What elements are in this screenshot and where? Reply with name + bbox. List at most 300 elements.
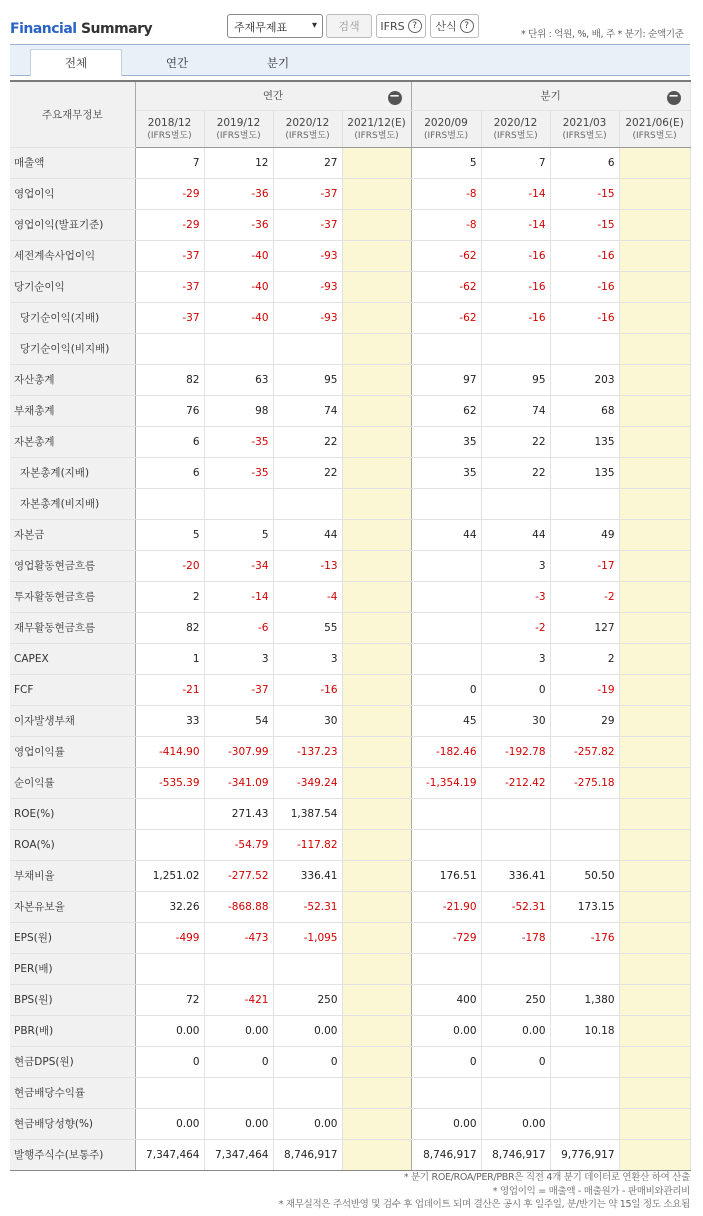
estimate-cell <box>619 488 690 519</box>
value-cell: 7,347,464 <box>204 1139 273 1170</box>
value-cell <box>550 333 619 364</box>
column-period: 2020/09 <box>424 116 468 129</box>
value-cell: -499 <box>135 922 204 953</box>
value-cell <box>204 1077 273 1108</box>
summary-header <box>0 0 703 44</box>
value-cell: -176 <box>550 922 619 953</box>
value-cell: 7,347,464 <box>135 1139 204 1170</box>
row-label: 현금배당수익률 <box>10 1077 135 1108</box>
value-cell: -37 <box>135 240 204 271</box>
table-row <box>10 1046 690 1077</box>
value-cell: -93 <box>273 302 342 333</box>
collapse-annual-icon[interactable]: − <box>389 89 400 104</box>
estimate-cell <box>619 736 690 767</box>
table-row <box>10 829 690 860</box>
row-label: 매출액 <box>10 147 135 178</box>
value-cell: -16 <box>550 302 619 333</box>
table-row <box>10 395 690 426</box>
value-cell: 35 <box>411 426 481 457</box>
estimate-cell <box>342 767 411 798</box>
value-cell: -35 <box>204 426 273 457</box>
value-cell: -2 <box>550 581 619 612</box>
value-cell: 5 <box>411 147 481 178</box>
value-cell: 44 <box>481 519 550 550</box>
footnote: * 재무실적은 주석반영 및 검수 후 업데이트 되며 결산은 공시 후 일주일, 분/반기는 약 15일 정도 소요됨 <box>278 1199 690 1210</box>
value-cell: 0 <box>481 1046 550 1077</box>
value-cell: 72 <box>135 984 204 1015</box>
estimate-cell <box>619 240 690 271</box>
value-cell: 8,746,917 <box>273 1139 342 1170</box>
estimate-cell <box>342 643 411 674</box>
value-cell: -1,354.19 <box>411 767 481 798</box>
value-cell: -341.09 <box>204 767 273 798</box>
value-cell: 98 <box>204 395 273 426</box>
value-cell: 6 <box>135 457 204 488</box>
value-cell <box>481 488 550 519</box>
estimate-cell <box>342 798 411 829</box>
value-cell: -37 <box>204 674 273 705</box>
value-cell: 135 <box>550 457 619 488</box>
value-cell: 135 <box>550 426 619 457</box>
estimate-cell <box>619 953 690 984</box>
estimate-cell <box>619 209 690 240</box>
row-label: 투자활동현금흐름 <box>10 581 135 612</box>
table-row <box>10 922 690 953</box>
value-cell <box>411 612 481 643</box>
column-period: 2018/12 <box>147 116 192 129</box>
estimate-cell <box>619 922 690 953</box>
table-row <box>10 302 690 333</box>
value-cell: -20 <box>135 550 204 581</box>
period-tabs <box>10 44 690 76</box>
value-cell: 8,746,917 <box>481 1139 550 1170</box>
value-cell <box>273 953 342 984</box>
value-cell: 44 <box>273 519 342 550</box>
column-period: 2021/06(E) <box>625 116 684 129</box>
row-label: 세전계속사업이익 <box>10 240 135 271</box>
column-header <box>204 110 273 147</box>
value-cell: -62 <box>411 271 481 302</box>
table-row <box>10 767 690 798</box>
column-basis: (IFRS별도) <box>216 130 261 141</box>
estimate-cell <box>619 426 690 457</box>
chevron-down-icon: ▾ <box>311 20 317 31</box>
statement-type-value: 주재무제표 <box>234 21 288 34</box>
value-cell: 6 <box>550 147 619 178</box>
value-cell: 0.00 <box>273 1015 342 1046</box>
row-label: 영업이익(발표기준) <box>10 209 135 240</box>
value-cell: -182.46 <box>411 736 481 767</box>
value-cell: 32.26 <box>135 891 204 922</box>
estimate-cell <box>342 178 411 209</box>
estimate-cell <box>619 829 690 860</box>
value-cell: -15 <box>550 209 619 240</box>
estimate-cell <box>619 1139 690 1170</box>
estimate-cell <box>342 333 411 364</box>
value-cell: -19 <box>550 674 619 705</box>
value-cell: 0.00 <box>411 1015 481 1046</box>
estimate-cell <box>619 519 690 550</box>
value-cell: 44 <box>411 519 481 550</box>
value-cell: -29 <box>135 178 204 209</box>
value-cell: 68 <box>550 395 619 426</box>
row-label: 자본총계(비지배) <box>10 488 135 519</box>
estimate-cell <box>342 240 411 271</box>
value-cell: -16 <box>481 240 550 271</box>
value-cell: -17 <box>550 550 619 581</box>
value-cell: -117.82 <box>273 829 342 860</box>
estimate-cell <box>619 178 690 209</box>
value-cell <box>550 953 619 984</box>
row-label: 부채총계 <box>10 395 135 426</box>
value-cell: -29 <box>135 209 204 240</box>
value-cell <box>481 333 550 364</box>
column-basis: (IFRS별도) <box>354 130 399 141</box>
estimate-cell <box>342 395 411 426</box>
row-label: 자본총계(지배) <box>10 457 135 488</box>
row-label: ROA(%) <box>10 829 135 860</box>
value-cell: 400 <box>411 984 481 1015</box>
value-cell: 0 <box>204 1046 273 1077</box>
estimate-cell <box>342 984 411 1015</box>
column-header <box>619 110 690 147</box>
table-row <box>10 798 690 829</box>
row-label: 부채비율 <box>10 860 135 891</box>
value-cell <box>135 1077 204 1108</box>
quarterly-group-header <box>411 81 690 110</box>
value-cell: -21 <box>135 674 204 705</box>
row-label: 당기순이익(비지배) <box>10 333 135 364</box>
value-cell: -14 <box>481 178 550 209</box>
value-cell <box>411 581 481 612</box>
value-cell: -37 <box>273 178 342 209</box>
row-label: 영업이익 <box>10 178 135 209</box>
table-row <box>10 1139 690 1170</box>
value-cell <box>204 333 273 364</box>
table-row <box>10 519 690 550</box>
table-row <box>10 426 690 457</box>
estimate-cell <box>342 953 411 984</box>
value-cell: -868.88 <box>204 891 273 922</box>
value-cell <box>411 829 481 860</box>
value-cell <box>481 798 550 829</box>
table-row <box>10 147 690 178</box>
value-cell: -8 <box>411 209 481 240</box>
value-cell: -137.23 <box>273 736 342 767</box>
estimate-cell <box>619 860 690 891</box>
value-cell: -14 <box>204 581 273 612</box>
value-cell: 7 <box>135 147 204 178</box>
value-cell: -34 <box>204 550 273 581</box>
page-title-summary: Summary <box>80 21 153 37</box>
estimate-cell <box>342 271 411 302</box>
estimate-cell <box>619 705 690 736</box>
value-cell <box>550 1108 619 1139</box>
table-row <box>10 860 690 891</box>
value-cell <box>135 829 204 860</box>
value-cell: -16 <box>550 240 619 271</box>
table-row <box>10 178 690 209</box>
value-cell: 97 <box>411 364 481 395</box>
estimate-cell <box>619 364 690 395</box>
estimate-cell <box>619 333 690 364</box>
value-cell <box>550 1046 619 1077</box>
value-cell <box>411 333 481 364</box>
table-row <box>10 550 690 581</box>
estimate-cell <box>342 674 411 705</box>
value-cell: -1,095 <box>273 922 342 953</box>
tab-all[interactable]: 전체 <box>30 49 122 76</box>
value-cell: 63 <box>204 364 273 395</box>
value-cell <box>411 953 481 984</box>
estimate-cell <box>619 612 690 643</box>
estimate-cell <box>342 829 411 860</box>
value-cell: 5 <box>135 519 204 550</box>
estimate-cell <box>619 1108 690 1139</box>
value-cell: -212.42 <box>481 767 550 798</box>
value-cell: 22 <box>273 457 342 488</box>
value-cell: -729 <box>411 922 481 953</box>
tab-annual[interactable]: 연간 <box>165 55 189 70</box>
search-button[interactable]: 검색 <box>326 14 372 38</box>
value-cell: 0 <box>411 674 481 705</box>
value-cell: 12 <box>204 147 273 178</box>
value-cell: 7 <box>481 147 550 178</box>
value-cell: 3 <box>481 643 550 674</box>
value-cell: 55 <box>273 612 342 643</box>
row-label: FCF <box>10 674 135 705</box>
value-cell: -40 <box>204 271 273 302</box>
estimate-cell <box>619 395 690 426</box>
estimate-cell <box>342 612 411 643</box>
value-cell: 203 <box>550 364 619 395</box>
estimate-cell <box>342 705 411 736</box>
column-header <box>481 110 550 147</box>
value-cell <box>550 488 619 519</box>
value-cell: -15 <box>550 178 619 209</box>
value-cell: 127 <box>550 612 619 643</box>
table-row <box>10 612 690 643</box>
value-cell: 95 <box>481 364 550 395</box>
estimate-cell <box>619 271 690 302</box>
question-icon: ? <box>408 19 422 33</box>
column-period: 2021/03 <box>562 116 607 129</box>
value-cell: 0.00 <box>273 1108 342 1139</box>
value-cell <box>411 488 481 519</box>
value-cell: -93 <box>273 271 342 302</box>
row-label: PBR(배) <box>10 1015 135 1046</box>
value-cell: 3 <box>204 643 273 674</box>
value-cell: 29 <box>550 705 619 736</box>
value-cell <box>550 829 619 860</box>
estimate-cell <box>342 209 411 240</box>
value-cell <box>550 798 619 829</box>
value-cell: 6 <box>135 426 204 457</box>
value-cell: 173.15 <box>550 891 619 922</box>
value-cell: -192.78 <box>481 736 550 767</box>
footnote: * 분기 ROE/ROA/PER/PBR은 직전 4개 분기 데이터로 연환산 하여 산출 <box>403 1172 690 1183</box>
financial-summary-table <box>10 80 691 1171</box>
row-label: 이자발생부채 <box>10 705 135 736</box>
question-icon: ? <box>460 19 474 33</box>
value-cell: -52.31 <box>273 891 342 922</box>
page-title-financial: Financial <box>10 21 77 37</box>
estimate-cell <box>342 1015 411 1046</box>
row-label: 당기순이익 <box>10 271 135 302</box>
value-cell <box>135 798 204 829</box>
formula-help-button[interactable] <box>430 14 479 38</box>
column-basis: (IFRS별도) <box>147 130 192 141</box>
estimate-cell <box>619 550 690 581</box>
value-cell: -35 <box>204 457 273 488</box>
estimate-cell <box>619 767 690 798</box>
value-cell: 0.00 <box>481 1108 550 1139</box>
value-cell: -13 <box>273 550 342 581</box>
value-cell <box>273 333 342 364</box>
value-cell: 82 <box>135 612 204 643</box>
collapse-quarterly-icon[interactable]: − <box>668 89 680 104</box>
value-cell: 49 <box>550 519 619 550</box>
table-row <box>10 736 690 767</box>
value-cell <box>411 550 481 581</box>
table-row <box>10 488 690 519</box>
value-cell: -16 <box>550 271 619 302</box>
row-label: PER(배) <box>10 953 135 984</box>
value-cell: 33 <box>135 705 204 736</box>
value-cell: 30 <box>481 705 550 736</box>
row-label: 자본유보율 <box>10 891 135 922</box>
estimate-cell <box>342 426 411 457</box>
table-row <box>10 1108 690 1139</box>
value-cell: -62 <box>411 240 481 271</box>
unit-note: * 단위 : 억원, %, 배, 주 * 분기: 순액기준 <box>521 29 684 40</box>
estimate-cell <box>619 1015 690 1046</box>
table-body <box>10 147 690 1170</box>
estimate-cell <box>342 922 411 953</box>
value-cell <box>411 643 481 674</box>
value-cell: -421 <box>204 984 273 1015</box>
value-cell: -36 <box>204 178 273 209</box>
value-cell <box>550 1077 619 1108</box>
value-cell: 1,380 <box>550 984 619 1015</box>
row-label: 영업활동현금흐름 <box>10 550 135 581</box>
column-header <box>342 110 411 147</box>
value-cell: -178 <box>481 922 550 953</box>
value-cell: -2 <box>481 612 550 643</box>
value-cell: 30 <box>273 705 342 736</box>
value-cell: 62 <box>411 395 481 426</box>
ifrs-help-button[interactable] <box>376 14 426 38</box>
estimate-cell <box>342 581 411 612</box>
value-cell: 76 <box>135 395 204 426</box>
ifrs-label: IFRS <box>380 19 405 33</box>
table-row <box>10 674 690 705</box>
row-label: 자본금 <box>10 519 135 550</box>
estimate-cell <box>619 1046 690 1077</box>
row-label: 재무활동현금흐름 <box>10 612 135 643</box>
value-cell: 22 <box>481 457 550 488</box>
estimate-cell <box>619 798 690 829</box>
table-row <box>10 705 690 736</box>
value-cell: 0.00 <box>204 1015 273 1046</box>
column-header <box>411 110 481 147</box>
value-cell: -307.99 <box>204 736 273 767</box>
value-cell: -3 <box>481 581 550 612</box>
estimate-cell <box>619 1077 690 1108</box>
value-cell: -37 <box>135 302 204 333</box>
estimate-cell <box>619 147 690 178</box>
value-cell: 35 <box>411 457 481 488</box>
value-cell: 45 <box>411 705 481 736</box>
value-cell <box>411 798 481 829</box>
value-cell: 0 <box>135 1046 204 1077</box>
estimate-cell <box>619 581 690 612</box>
value-cell: -62 <box>411 302 481 333</box>
row-label: 현금배당성향(%) <box>10 1108 135 1139</box>
column-header <box>273 110 342 147</box>
row-label: 영업이익률 <box>10 736 135 767</box>
value-cell: 54 <box>204 705 273 736</box>
value-cell: 0 <box>481 674 550 705</box>
value-cell: 95 <box>273 364 342 395</box>
value-cell <box>135 953 204 984</box>
row-label: 자본총계 <box>10 426 135 457</box>
value-cell <box>204 488 273 519</box>
statement-type-select[interactable] <box>227 14 323 38</box>
table-row <box>10 1015 690 1046</box>
corner-header: 주요재무정보 <box>10 81 135 147</box>
value-cell: 176.51 <box>411 860 481 891</box>
value-cell: -414.90 <box>135 736 204 767</box>
value-cell: 74 <box>273 395 342 426</box>
estimate-cell <box>619 302 690 333</box>
value-cell <box>481 953 550 984</box>
value-cell <box>204 953 273 984</box>
value-cell: 0.00 <box>135 1015 204 1046</box>
value-cell: -8 <box>411 178 481 209</box>
value-cell: 250 <box>273 984 342 1015</box>
estimate-cell <box>342 302 411 333</box>
value-cell: 3 <box>481 550 550 581</box>
value-cell: 0.00 <box>481 1015 550 1046</box>
value-cell <box>273 1077 342 1108</box>
value-cell: -257.82 <box>550 736 619 767</box>
estimate-cell <box>342 147 411 178</box>
row-label: 당기순이익(지배) <box>10 302 135 333</box>
tab-quarterly[interactable]: 분기 <box>266 55 290 70</box>
column-basis: (IFRS별도) <box>423 130 469 141</box>
value-cell: 0 <box>411 1046 481 1077</box>
table-row <box>10 953 690 984</box>
row-label: CAPEX <box>10 643 135 674</box>
value-cell: 5 <box>204 519 273 550</box>
estimate-cell <box>342 488 411 519</box>
value-cell: 250 <box>481 984 550 1015</box>
value-cell: 2 <box>135 581 204 612</box>
value-cell: 0 <box>273 1046 342 1077</box>
estimate-cell <box>342 1108 411 1139</box>
value-cell: -4 <box>273 581 342 612</box>
value-cell: -16 <box>481 302 550 333</box>
value-cell: 8,746,917 <box>411 1139 481 1170</box>
table-row <box>10 581 690 612</box>
estimate-cell <box>342 550 411 581</box>
value-cell: 74 <box>481 395 550 426</box>
value-cell: 82 <box>135 364 204 395</box>
column-period: 2021/12(E) <box>347 116 406 129</box>
value-cell <box>135 333 204 364</box>
column-basis: (IFRS별도) <box>285 130 330 141</box>
